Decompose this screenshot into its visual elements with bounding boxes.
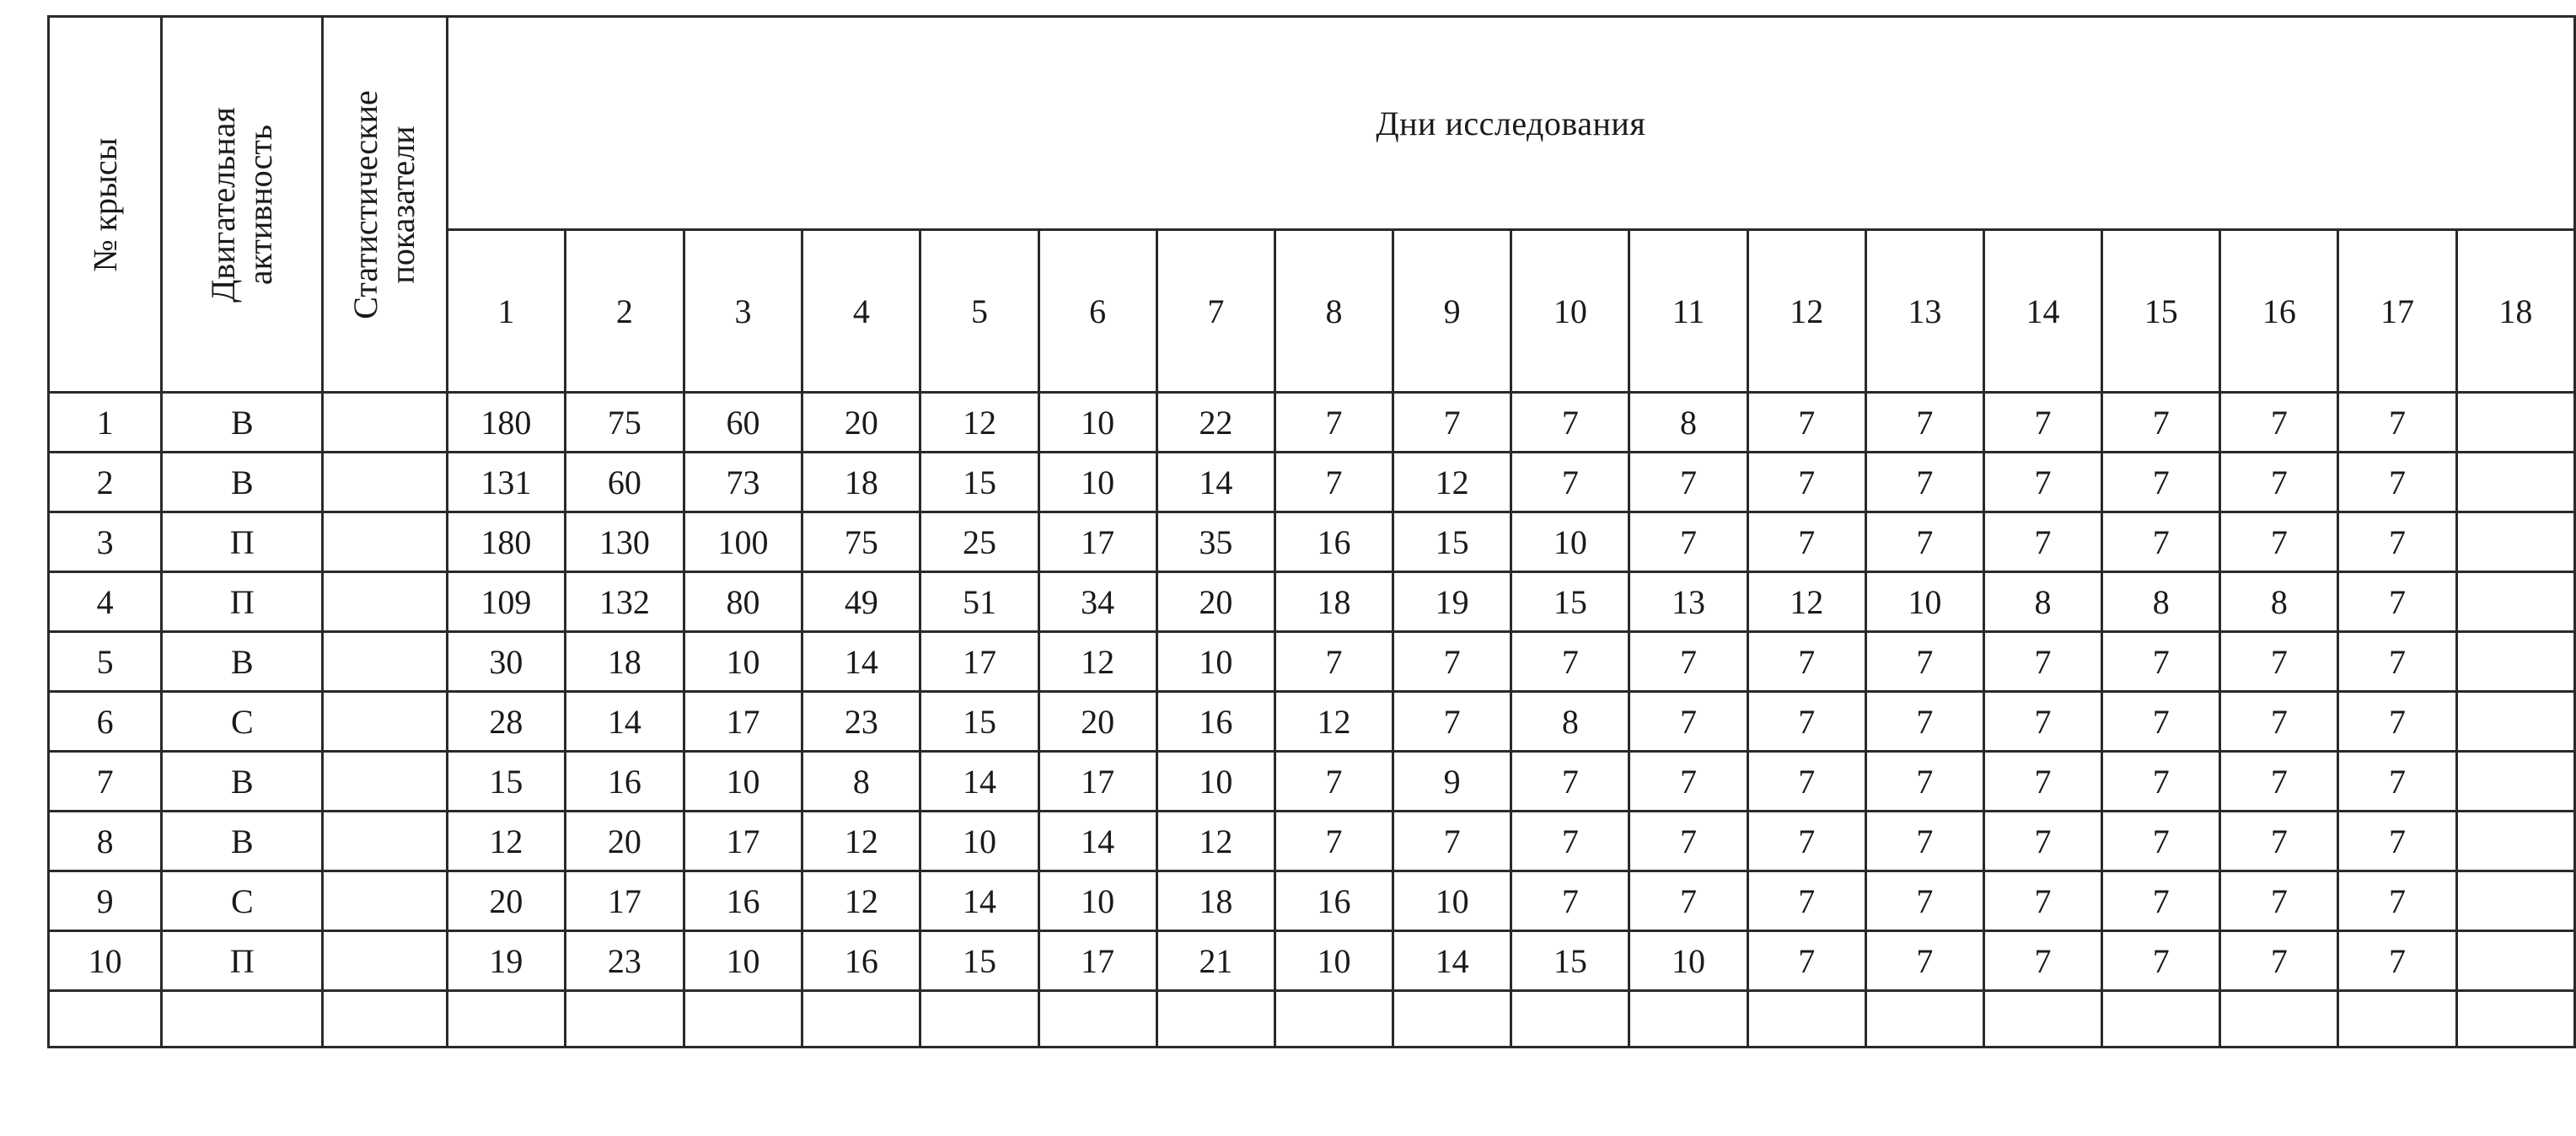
day-value-cell: 7 xyxy=(2220,931,2338,991)
header-rat-number-text: № крысы xyxy=(85,137,124,272)
header-statistics-line1: Статистические xyxy=(346,89,385,319)
statistics-cell xyxy=(323,512,447,572)
day-value-cell: 7 xyxy=(2102,812,2220,871)
day-value-cell xyxy=(2456,453,2574,512)
table-row xyxy=(49,812,2575,871)
day-value-cell: 16 xyxy=(684,871,802,931)
empty-cell xyxy=(162,991,323,1048)
day-header-cell: 8 xyxy=(1275,230,1393,393)
day-value-cell: 7 xyxy=(2102,512,2220,572)
day-value-cell: 18 xyxy=(802,453,920,512)
day-header-cell: 1 xyxy=(447,230,566,393)
day-value-cell: 12 xyxy=(920,393,1038,453)
statistics-cell xyxy=(323,632,447,692)
day-value-cell: 10 xyxy=(1157,752,1275,812)
day-header-cell: 4 xyxy=(802,230,920,393)
header-motor-activity-text xyxy=(205,107,279,303)
day-value-cell: 7 xyxy=(2220,812,2338,871)
table-row xyxy=(49,752,2575,812)
day-value-cell: 7 xyxy=(2220,871,2338,931)
day-value-cell: 75 xyxy=(802,512,920,572)
day-value-cell: 7 xyxy=(2102,871,2220,931)
day-value-cell: 15 xyxy=(1511,572,1629,632)
rat-number-cell: 10 xyxy=(49,931,162,991)
day-header-cell: 17 xyxy=(2338,230,2456,393)
activity-cell: В xyxy=(162,393,323,453)
empty-cell xyxy=(920,991,1038,1048)
table-row xyxy=(49,692,2575,752)
day-value-cell: 7 xyxy=(1275,453,1393,512)
day-value-cell: 20 xyxy=(802,393,920,453)
day-value-cell: 30 xyxy=(447,632,566,692)
day-value-cell: 7 xyxy=(1275,393,1393,453)
day-value-cell: 12 xyxy=(447,812,566,871)
day-header-cell: 18 xyxy=(2456,230,2574,393)
day-value-cell: 14 xyxy=(566,692,684,752)
day-value-cell: 8 xyxy=(1983,572,2101,632)
header-study-days: Дни исследования xyxy=(447,17,2574,230)
empty-cell xyxy=(1038,991,1157,1048)
day-value-cell: 100 xyxy=(684,512,802,572)
day-value-cell xyxy=(2456,692,2574,752)
table-row xyxy=(49,512,2575,572)
day-value-cell: 7 xyxy=(1865,632,1983,692)
day-value-cell: 7 xyxy=(1747,871,1865,931)
day-value-cell: 16 xyxy=(1275,512,1393,572)
day-value-cell: 18 xyxy=(1157,871,1275,931)
day-value-cell: 7 xyxy=(1393,692,1511,752)
day-value-cell: 7 xyxy=(1747,931,1865,991)
day-value-cell: 34 xyxy=(1038,572,1157,632)
day-value-cell: 7 xyxy=(1511,632,1629,692)
day-value-cell: 18 xyxy=(1275,572,1393,632)
day-value-cell xyxy=(2456,931,2574,991)
day-value-cell: 7 xyxy=(1629,512,1747,572)
header-statistics xyxy=(323,17,447,393)
day-value-cell: 21 xyxy=(1157,931,1275,991)
day-value-cell xyxy=(2456,632,2574,692)
day-value-cell xyxy=(2456,752,2574,812)
day-value-cell xyxy=(2456,871,2574,931)
day-value-cell: 16 xyxy=(566,752,684,812)
day-value-cell: 7 xyxy=(2338,393,2456,453)
header-statistics-text xyxy=(347,90,421,319)
activity-cell: В xyxy=(162,812,323,871)
day-value-cell: 7 xyxy=(1865,871,1983,931)
day-value-cell: 20 xyxy=(1157,572,1275,632)
day-value-cell xyxy=(2456,572,2574,632)
day-value-cell xyxy=(2456,812,2574,871)
activity-cell: П xyxy=(162,572,323,632)
day-header-cell: 10 xyxy=(1511,230,1629,393)
empty-cell xyxy=(1275,991,1393,1048)
day-value-cell: 7 xyxy=(1275,752,1393,812)
day-value-cell: 7 xyxy=(1747,632,1865,692)
day-value-cell: 7 xyxy=(2338,692,2456,752)
day-value-cell: 180 xyxy=(447,512,566,572)
day-value-cell xyxy=(2456,512,2574,572)
day-value-cell: 17 xyxy=(1038,752,1157,812)
day-value-cell: 23 xyxy=(802,692,920,752)
day-header-cell: 13 xyxy=(1865,230,1983,393)
day-value-cell: 73 xyxy=(684,453,802,512)
rat-number-cell: 8 xyxy=(49,812,162,871)
rat-number-cell: 3 xyxy=(49,512,162,572)
day-header-cell: 14 xyxy=(1983,230,2101,393)
day-value-cell: 7 xyxy=(1747,453,1865,512)
day-value-cell: 7 xyxy=(1629,692,1747,752)
day-value-cell: 7 xyxy=(1983,871,2101,931)
day-value-cell: 17 xyxy=(684,692,802,752)
day-value-cell: 7 xyxy=(1983,812,2101,871)
day-value-cell: 7 xyxy=(1865,931,1983,991)
statistics-cell xyxy=(323,393,447,453)
day-value-cell: 60 xyxy=(566,453,684,512)
day-value-cell: 8 xyxy=(802,752,920,812)
day-value-cell: 18 xyxy=(566,632,684,692)
table-row xyxy=(49,453,2575,512)
day-value-cell: 20 xyxy=(566,812,684,871)
day-value-cell: 7 xyxy=(2338,871,2456,931)
empty-cell xyxy=(1393,991,1511,1048)
empty-cell xyxy=(566,991,684,1048)
day-value-cell: 7 xyxy=(1393,632,1511,692)
day-value-cell: 7 xyxy=(1511,752,1629,812)
activity-cell: В xyxy=(162,752,323,812)
day-value-cell: 8 xyxy=(2220,572,2338,632)
day-value-cell: 14 xyxy=(920,752,1038,812)
empty-cell xyxy=(323,991,447,1048)
day-value-cell: 15 xyxy=(1393,512,1511,572)
day-value-cell: 7 xyxy=(2338,512,2456,572)
statistics-cell xyxy=(323,812,447,871)
rat-number-cell: 9 xyxy=(49,871,162,931)
table-row xyxy=(49,632,2575,692)
day-value-cell: 131 xyxy=(447,453,566,512)
statistics-cell xyxy=(323,453,447,512)
day-value-cell: 12 xyxy=(802,871,920,931)
activity-cell: С xyxy=(162,692,323,752)
day-value-cell: 12 xyxy=(1747,572,1865,632)
day-header-cell: 11 xyxy=(1629,230,1747,393)
day-value-cell: 10 xyxy=(684,752,802,812)
day-header-cell: 2 xyxy=(566,230,684,393)
day-value-cell: 7 xyxy=(1629,812,1747,871)
day-value-cell: 7 xyxy=(1511,871,1629,931)
day-value-cell: 35 xyxy=(1157,512,1275,572)
day-header-cell: 6 xyxy=(1038,230,1157,393)
activity-cell: В xyxy=(162,453,323,512)
empty-table-row xyxy=(49,991,2575,1048)
day-value-cell: 7 xyxy=(1511,453,1629,512)
day-value-cell: 7 xyxy=(2102,692,2220,752)
day-value-cell: 7 xyxy=(2338,453,2456,512)
day-value-cell: 7 xyxy=(1983,752,2101,812)
day-value-cell: 10 xyxy=(1511,512,1629,572)
day-value-cell: 16 xyxy=(1275,871,1393,931)
table-row xyxy=(49,931,2575,991)
header-row-top xyxy=(49,17,2575,230)
day-value-cell: 7 xyxy=(1393,812,1511,871)
day-value-cell: 7 xyxy=(1629,752,1747,812)
day-value-cell: 14 xyxy=(920,871,1038,931)
day-value-cell: 19 xyxy=(447,931,566,991)
day-value-cell: 9 xyxy=(1393,752,1511,812)
day-value-cell: 7 xyxy=(1747,692,1865,752)
day-value-cell: 7 xyxy=(2102,393,2220,453)
day-value-cell: 7 xyxy=(1511,812,1629,871)
day-value-cell: 23 xyxy=(566,931,684,991)
day-value-cell: 7 xyxy=(1865,512,1983,572)
day-value-cell: 80 xyxy=(684,572,802,632)
day-value-cell: 75 xyxy=(566,393,684,453)
rat-number-cell: 5 xyxy=(49,632,162,692)
day-value-cell: 7 xyxy=(1629,871,1747,931)
day-header-cell: 5 xyxy=(920,230,1038,393)
day-value-cell: 7 xyxy=(1865,692,1983,752)
day-value-cell: 10 xyxy=(920,812,1038,871)
activity-cell: С xyxy=(162,871,323,931)
empty-cell xyxy=(1865,991,1983,1048)
day-value-cell: 16 xyxy=(802,931,920,991)
header-motor-activity-line1: Двигательная xyxy=(204,106,243,303)
day-value-cell: 8 xyxy=(2102,572,2220,632)
day-value-cell: 10 xyxy=(1038,393,1157,453)
day-value-cell: 132 xyxy=(566,572,684,632)
day-value-cell: 17 xyxy=(920,632,1038,692)
empty-cell xyxy=(49,991,162,1048)
statistics-cell xyxy=(323,572,447,632)
day-value-cell: 10 xyxy=(1157,632,1275,692)
day-value-cell: 7 xyxy=(2102,752,2220,812)
day-value-cell: 7 xyxy=(1629,453,1747,512)
day-value-cell: 7 xyxy=(1629,632,1747,692)
day-value-cell: 8 xyxy=(1629,393,1747,453)
day-value-cell: 7 xyxy=(2220,453,2338,512)
rat-number-cell: 2 xyxy=(49,453,162,512)
day-value-cell: 17 xyxy=(566,871,684,931)
day-value-cell: 10 xyxy=(1393,871,1511,931)
day-value-cell: 7 xyxy=(2220,632,2338,692)
day-value-cell: 7 xyxy=(2338,632,2456,692)
statistics-cell xyxy=(323,931,447,991)
day-value-cell: 7 xyxy=(1393,393,1511,453)
empty-cell xyxy=(1157,991,1275,1048)
header-rat-number xyxy=(49,17,162,393)
day-value-cell: 7 xyxy=(1865,393,1983,453)
activity-cell: В xyxy=(162,632,323,692)
empty-cell xyxy=(2102,991,2220,1048)
day-value-cell: 22 xyxy=(1157,393,1275,453)
day-value-cell: 7 xyxy=(1747,512,1865,572)
day-value-cell: 20 xyxy=(447,871,566,931)
day-value-cell: 19 xyxy=(1393,572,1511,632)
day-value-cell: 7 xyxy=(2220,752,2338,812)
day-value-cell: 15 xyxy=(1511,931,1629,991)
day-value-cell: 7 xyxy=(1275,632,1393,692)
day-header-cell: 7 xyxy=(1157,230,1275,393)
day-value-cell: 7 xyxy=(1983,632,2101,692)
day-value-cell: 17 xyxy=(684,812,802,871)
empty-cell xyxy=(2338,991,2456,1048)
empty-cell xyxy=(1511,991,1629,1048)
rat-number-cell: 7 xyxy=(49,752,162,812)
day-value-cell: 51 xyxy=(920,572,1038,632)
day-value-cell: 14 xyxy=(802,632,920,692)
day-value-cell: 15 xyxy=(920,931,1038,991)
day-value-cell: 12 xyxy=(1038,632,1157,692)
header-motor-activity xyxy=(162,17,323,393)
day-value-cell: 10 xyxy=(1275,931,1393,991)
empty-cell xyxy=(2456,991,2574,1048)
header-motor-activity-line2: активность xyxy=(241,124,280,285)
day-value-cell: 17 xyxy=(1038,512,1157,572)
table-row xyxy=(49,393,2575,453)
rat-number-cell: 6 xyxy=(49,692,162,752)
day-value-cell: 7 xyxy=(1511,393,1629,453)
table-row xyxy=(49,572,2575,632)
day-value-cell xyxy=(2456,393,2574,453)
day-value-cell: 10 xyxy=(1629,931,1747,991)
day-value-cell: 7 xyxy=(2220,393,2338,453)
day-value-cell: 7 xyxy=(1983,393,2101,453)
day-value-cell: 7 xyxy=(1747,752,1865,812)
day-value-cell: 7 xyxy=(2338,931,2456,991)
day-value-cell: 25 xyxy=(920,512,1038,572)
day-value-cell: 10 xyxy=(1038,453,1157,512)
day-value-cell: 15 xyxy=(920,692,1038,752)
day-value-cell: 12 xyxy=(1157,812,1275,871)
day-value-cell: 180 xyxy=(447,393,566,453)
empty-cell xyxy=(802,991,920,1048)
day-value-cell: 7 xyxy=(2102,632,2220,692)
day-value-cell: 7 xyxy=(1275,812,1393,871)
day-value-cell: 7 xyxy=(1865,812,1983,871)
day-value-cell: 7 xyxy=(2220,692,2338,752)
rat-number-cell: 4 xyxy=(49,572,162,632)
day-value-cell: 7 xyxy=(1983,453,2101,512)
table-row xyxy=(49,871,2575,931)
statistics-cell xyxy=(323,692,447,752)
day-value-cell: 13 xyxy=(1629,572,1747,632)
day-value-cell: 15 xyxy=(447,752,566,812)
day-value-cell: 10 xyxy=(684,632,802,692)
statistics-cell xyxy=(323,752,447,812)
day-value-cell: 8 xyxy=(1511,692,1629,752)
day-value-cell: 16 xyxy=(1157,692,1275,752)
day-value-cell: 7 xyxy=(2102,931,2220,991)
day-value-cell: 12 xyxy=(1393,453,1511,512)
rat-number-cell: 1 xyxy=(49,393,162,453)
empty-cell xyxy=(684,991,802,1048)
day-value-cell: 7 xyxy=(2102,453,2220,512)
header-statistics-line2: показатели xyxy=(384,125,422,284)
day-value-cell: 7 xyxy=(1747,812,1865,871)
day-value-cell: 12 xyxy=(802,812,920,871)
activity-cell: П xyxy=(162,512,323,572)
day-value-cell: 14 xyxy=(1038,812,1157,871)
empty-cell xyxy=(1983,991,2101,1048)
day-value-cell: 10 xyxy=(684,931,802,991)
day-value-cell: 7 xyxy=(1983,931,2101,991)
day-value-cell: 49 xyxy=(802,572,920,632)
activity-cell: П xyxy=(162,931,323,991)
day-value-cell: 7 xyxy=(1983,692,2101,752)
day-value-cell: 7 xyxy=(2220,512,2338,572)
day-header-cell: 3 xyxy=(684,230,802,393)
empty-cell xyxy=(1747,991,1865,1048)
day-header-cell: 16 xyxy=(2220,230,2338,393)
day-header-cell: 9 xyxy=(1393,230,1511,393)
empty-cell xyxy=(2220,991,2338,1048)
day-value-cell: 10 xyxy=(1865,572,1983,632)
day-value-cell: 60 xyxy=(684,393,802,453)
day-value-cell: 130 xyxy=(566,512,684,572)
empty-cell xyxy=(447,991,566,1048)
day-value-cell: 7 xyxy=(1983,512,2101,572)
day-value-cell: 14 xyxy=(1393,931,1511,991)
day-value-cell: 7 xyxy=(2338,752,2456,812)
day-value-cell: 7 xyxy=(1865,453,1983,512)
day-value-cell: 7 xyxy=(1865,752,1983,812)
day-value-cell: 15 xyxy=(920,453,1038,512)
day-value-cell: 28 xyxy=(447,692,566,752)
day-header-cell: 12 xyxy=(1747,230,1865,393)
study-data-table xyxy=(47,15,2576,1048)
day-value-cell: 109 xyxy=(447,572,566,632)
day-value-cell: 7 xyxy=(2338,572,2456,632)
day-value-cell: 17 xyxy=(1038,931,1157,991)
statistics-cell xyxy=(323,871,447,931)
day-value-cell: 12 xyxy=(1275,692,1393,752)
day-header-cell: 15 xyxy=(2102,230,2220,393)
day-value-cell: 10 xyxy=(1038,871,1157,931)
empty-cell xyxy=(1629,991,1747,1048)
day-value-cell: 7 xyxy=(1747,393,1865,453)
study-table-sheet xyxy=(47,15,2576,1048)
day-value-cell: 14 xyxy=(1157,453,1275,512)
day-value-cell: 7 xyxy=(2338,812,2456,871)
day-value-cell: 20 xyxy=(1038,692,1157,752)
